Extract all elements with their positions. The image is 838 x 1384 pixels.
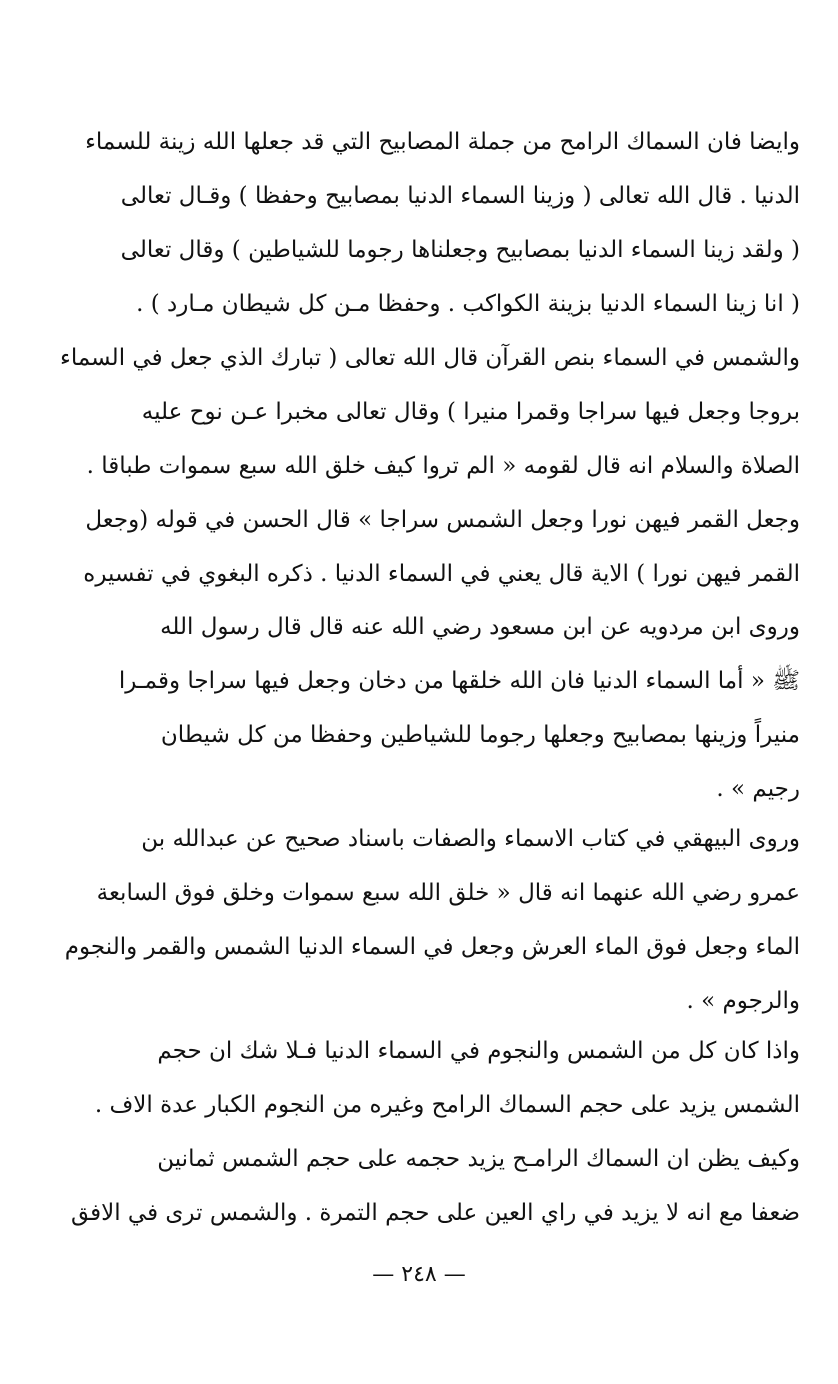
text-line: الماء وجعل فوق الماء العرش وجعل في السماء الدنيا الشمس والقمر والنجوم [64, 934, 800, 960]
text-line: وروى ابن مردويه عن ابن مسعود رضي الله عنه قال قال رسول الله [160, 614, 800, 640]
paragraph-4 [48, 1024, 800, 1240]
text-line: عمرو رضي الله عنهما انه قال « خلق الله سبع سموات وخلق فوق السابعة [96, 880, 800, 906]
paragraph-3 [48, 812, 800, 1028]
page-number: — ٢٤٨ — [372, 1262, 466, 1287]
text-line: واذا كان كل من الشمس والنجوم في السماء الدنيا فـلا شك ان حجم [157, 1038, 800, 1064]
text-line: والشمس في السماء بنص القرآن قال الله تعالى ( تبارك الذي جعل في السماء [60, 345, 800, 371]
text-line: ضعفا مع انه لا يزيد في راي العين على حجم التمرة . والشمس ترى في الافق [70, 1200, 800, 1226]
text-line: القمر فيهن نورا ) الاية قال يعني في السماء الدنيا . ذكره البغوي في تفسيره [83, 561, 800, 587]
text-line: ﷺ « أما السماء الدنيا فان الله خلقها من دخان وجعل فيها سراجا وقمـرا [118, 668, 800, 694]
text-line: الدنيا . قال الله تعالى ( وزينا السماء الدنيا بمصابيح وحفظا ) وقـال تعالى [120, 183, 800, 209]
text-line: وكيف يظن ان السماك الرامـح يزيد حجمه على حجم الشمس ثمانين [157, 1146, 800, 1172]
text-line: وايضا فان السماك الرامح من جملة المصابيح التي قد جعلها الله زينة للسماء [85, 129, 800, 155]
text-line: الشمس يزيد على حجم السماك الرامح وغيره من النجوم الكبار عدة الاف . [94, 1092, 800, 1118]
text-line: وجعل القمر فيهن نورا وجعل الشمس سراجا » قال الحسن في قوله (وجعل [85, 507, 800, 533]
paragraph-1 [48, 115, 800, 601]
text-line: منيراً وزينها بمصابيح وجعلها رجوما للشياطين وحفظا من كل شيطان [160, 722, 800, 748]
text-line: بروجا وجعل فيها سراجا وقمرا منيرا ) وقال تعالى مخبرا عـن نوح عليه [141, 399, 800, 425]
text-line: رجيم » . [716, 776, 800, 802]
text-line: الصلاة والسلام انه قال لقومه « الم تروا كيف خلق الله سبع سموات طباقا . [86, 453, 800, 479]
text-line: والرجوم » . [686, 988, 800, 1014]
text-line: ( انا زينا السماء الدنيا بزينة الكواكب . وحفظا مـن كل شيطان مـارد ) . [136, 291, 800, 317]
text-line: وروى البيهقي في كتاب الاسماء والصفات باسناد صحيح عن عبدالله بن [141, 826, 800, 852]
paragraph-2 [48, 600, 800, 816]
text-line: ( ولقد زينا السماء الدنيا بمصابيح وجعلناها رجوما للشياطين ) وقال تعالى [120, 237, 800, 263]
